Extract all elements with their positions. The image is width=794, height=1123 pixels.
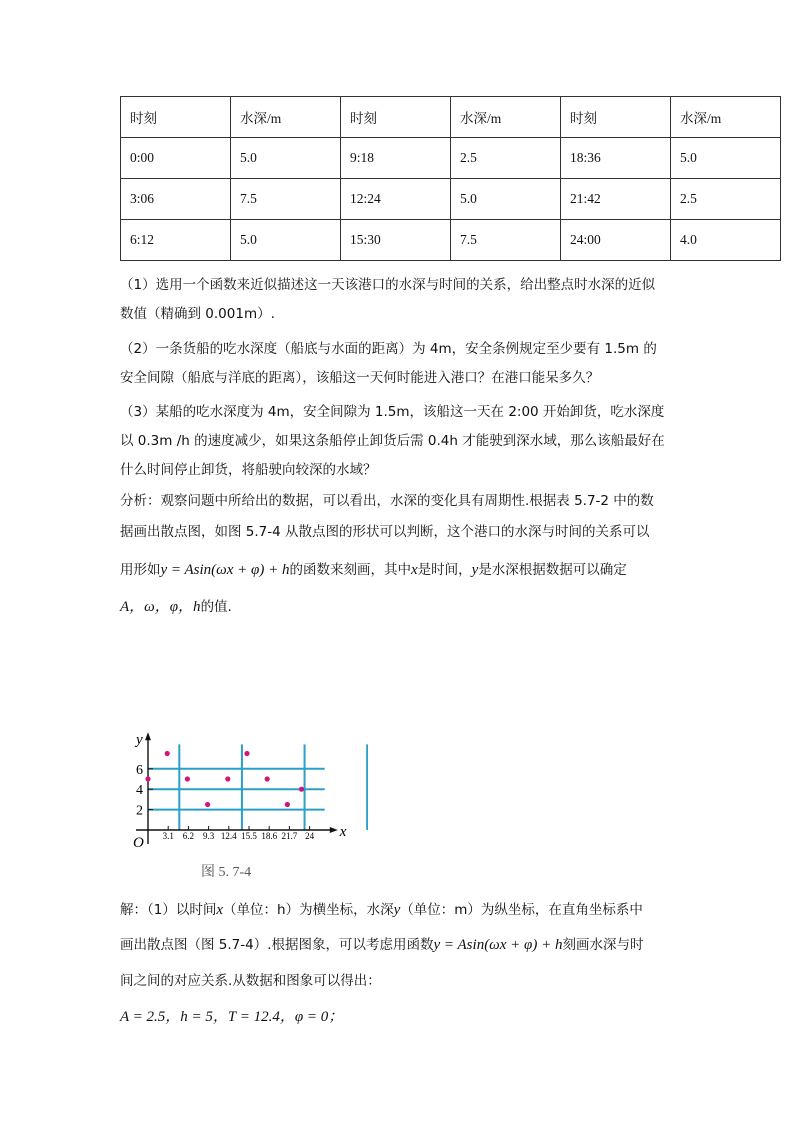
data-point — [145, 776, 150, 781]
var-x: x — [216, 902, 224, 918]
x-tick-label: 12.4 — [220, 831, 237, 841]
y-axis-label: y — [136, 732, 143, 749]
solution-text: 解：（1）以时间 — [120, 902, 217, 918]
x-tick-label: 3.1 — [162, 831, 174, 841]
x-tick-label: 21.7 — [281, 831, 298, 841]
table-cell: 9:18 — [341, 138, 451, 179]
table-cell: 7.5 — [451, 220, 561, 261]
table-cell: 5.0 — [451, 179, 561, 220]
table-cell: 5.0 — [231, 138, 341, 179]
table-cell: 时刻 — [561, 97, 671, 138]
table-cell: 24:00 — [561, 220, 671, 261]
table-cell: 时刻 — [121, 97, 231, 138]
analysis-text: 的值. — [200, 599, 232, 615]
table-cell: 21:42 — [561, 179, 671, 220]
analysis-text: 是水深根据数据可以确定 — [478, 562, 627, 578]
analysis-text: 用形如 — [120, 562, 161, 578]
data-point — [185, 776, 190, 781]
question-2-line-1: （2）一条货船的吃水深度（船底与水面的距离）为 4m，安全条例规定至少要有 1.5m 的 — [120, 341, 657, 357]
data-point — [225, 776, 230, 781]
y-tick-label: 2 — [136, 803, 143, 819]
table-cell: 时刻 — [341, 97, 451, 138]
table-header-row — [121, 97, 781, 138]
y-tick-label: 4 — [136, 783, 143, 799]
analysis-line-3 — [120, 558, 627, 579]
table-cell: 7.5 — [231, 179, 341, 220]
table-row — [121, 220, 781, 261]
table-cell: 4.0 — [671, 220, 781, 261]
question-1-line-2: 数值（精确到 0.001m）. — [120, 306, 275, 322]
question-3-line-2: 以 0.3m /h 的速度减少，如果这条船停止卸货后需 0.4h 才能驶到深水域，那么该船最好在 — [120, 433, 665, 449]
x-tick-label: 18.6 — [261, 831, 278, 841]
question-2-line-2: 安全间隙（船底与洋底的距离），该船这一天何时能进入港口？在港口能呆多久？ — [120, 370, 600, 386]
table-cell: 水深/m — [451, 97, 561, 138]
solution-text: 画出散点图（图 5.7-4）.根据图象，可以考虑用函数 — [120, 937, 434, 953]
table-row — [121, 138, 781, 179]
x-tick-label: 15.5 — [241, 831, 257, 841]
result-line — [120, 1005, 343, 1026]
var-x: x — [410, 562, 418, 578]
data-point — [244, 751, 249, 756]
table-cell: 6:12 — [121, 220, 231, 261]
x-tick-label: 6.2 — [182, 831, 195, 841]
analysis-text: 是时间， — [417, 562, 472, 578]
y-tick-label: 6 — [136, 762, 143, 778]
analysis-text: 的函数来刻画，其中 — [289, 562, 411, 578]
y-axis-arrow — [145, 732, 151, 740]
x-axis-arrow — [330, 827, 338, 833]
data-point — [165, 751, 170, 756]
table-cell: 2.5 — [671, 179, 781, 220]
x-tick-label: 24 — [305, 831, 315, 841]
table-cell: 2.5 — [451, 138, 561, 179]
solution-line-2 — [120, 933, 643, 954]
solution-line-1 — [120, 898, 643, 919]
solution-text: 刻画水深与时 — [562, 937, 644, 953]
table-row — [121, 179, 781, 220]
parameters: A，ω，φ，h — [120, 599, 201, 615]
analysis-line-4 — [120, 595, 232, 616]
table-cell: 15:30 — [341, 220, 451, 261]
data-point — [205, 802, 210, 807]
solution-text: （单位：m）为纵坐标，在直角坐标系中 — [400, 902, 643, 918]
formula: y = Asin(ωx + φ) + h — [160, 562, 290, 578]
table-cell: 5.0 — [231, 220, 341, 261]
analysis-line-1: 分析：观察问题中所给出的数据，可以看出，水深的变化具有周期性.根据表 5.7-2 中的数 — [120, 493, 654, 509]
formula: y = Asin(ωx + φ) + h — [433, 937, 563, 953]
table-cell: 18:36 — [561, 138, 671, 179]
data-point — [285, 802, 290, 807]
x-tick-label: 9.3 — [202, 831, 215, 841]
data-point — [299, 787, 304, 792]
result-values: A = 2.5，h = 5，T = 12.4，φ = 0； — [120, 1009, 344, 1025]
data-point — [265, 776, 270, 781]
analysis-line-2: 据画出散点图，如图 5.7-4 从散点图的形状可以判断，这个港口的水深与时间的关系可以 — [120, 524, 650, 540]
table-cell: 5.0 — [671, 138, 781, 179]
var-y: y — [471, 562, 479, 578]
question-3-line-1: （3）某船的吃水深度为 4m，安全间隙为 1.5m，该船这一天在 2:00 开始卸货，吃水深度 — [120, 404, 665, 420]
tide-table — [120, 96, 781, 261]
table-cell: 3:06 — [121, 179, 231, 220]
table-cell: 12:24 — [341, 179, 451, 220]
scatter-chart — [128, 620, 368, 880]
var-y: y — [393, 902, 401, 918]
table-cell: 水深/m — [671, 97, 781, 138]
solution-line-3: 间之间的对应关系.从数据和图象可以得出： — [120, 973, 381, 989]
question-1-line-1: （1）选用一个函数来近似描述这一天该港口的水深与时间的关系，给出整点时水深的近似 — [120, 277, 656, 293]
figure-caption: 图 5. 7-4 — [201, 865, 252, 880]
table-cell: 水深/m — [231, 97, 341, 138]
solution-text: （单位：h）为横坐标，水深 — [223, 902, 394, 918]
origin-label: O — [133, 835, 144, 851]
x-axis-label: x — [339, 824, 347, 840]
question-3-line-3: 什么时间停止卸货，将船驶向较深的水域？ — [120, 462, 377, 478]
table-cell: 0:00 — [121, 138, 231, 179]
